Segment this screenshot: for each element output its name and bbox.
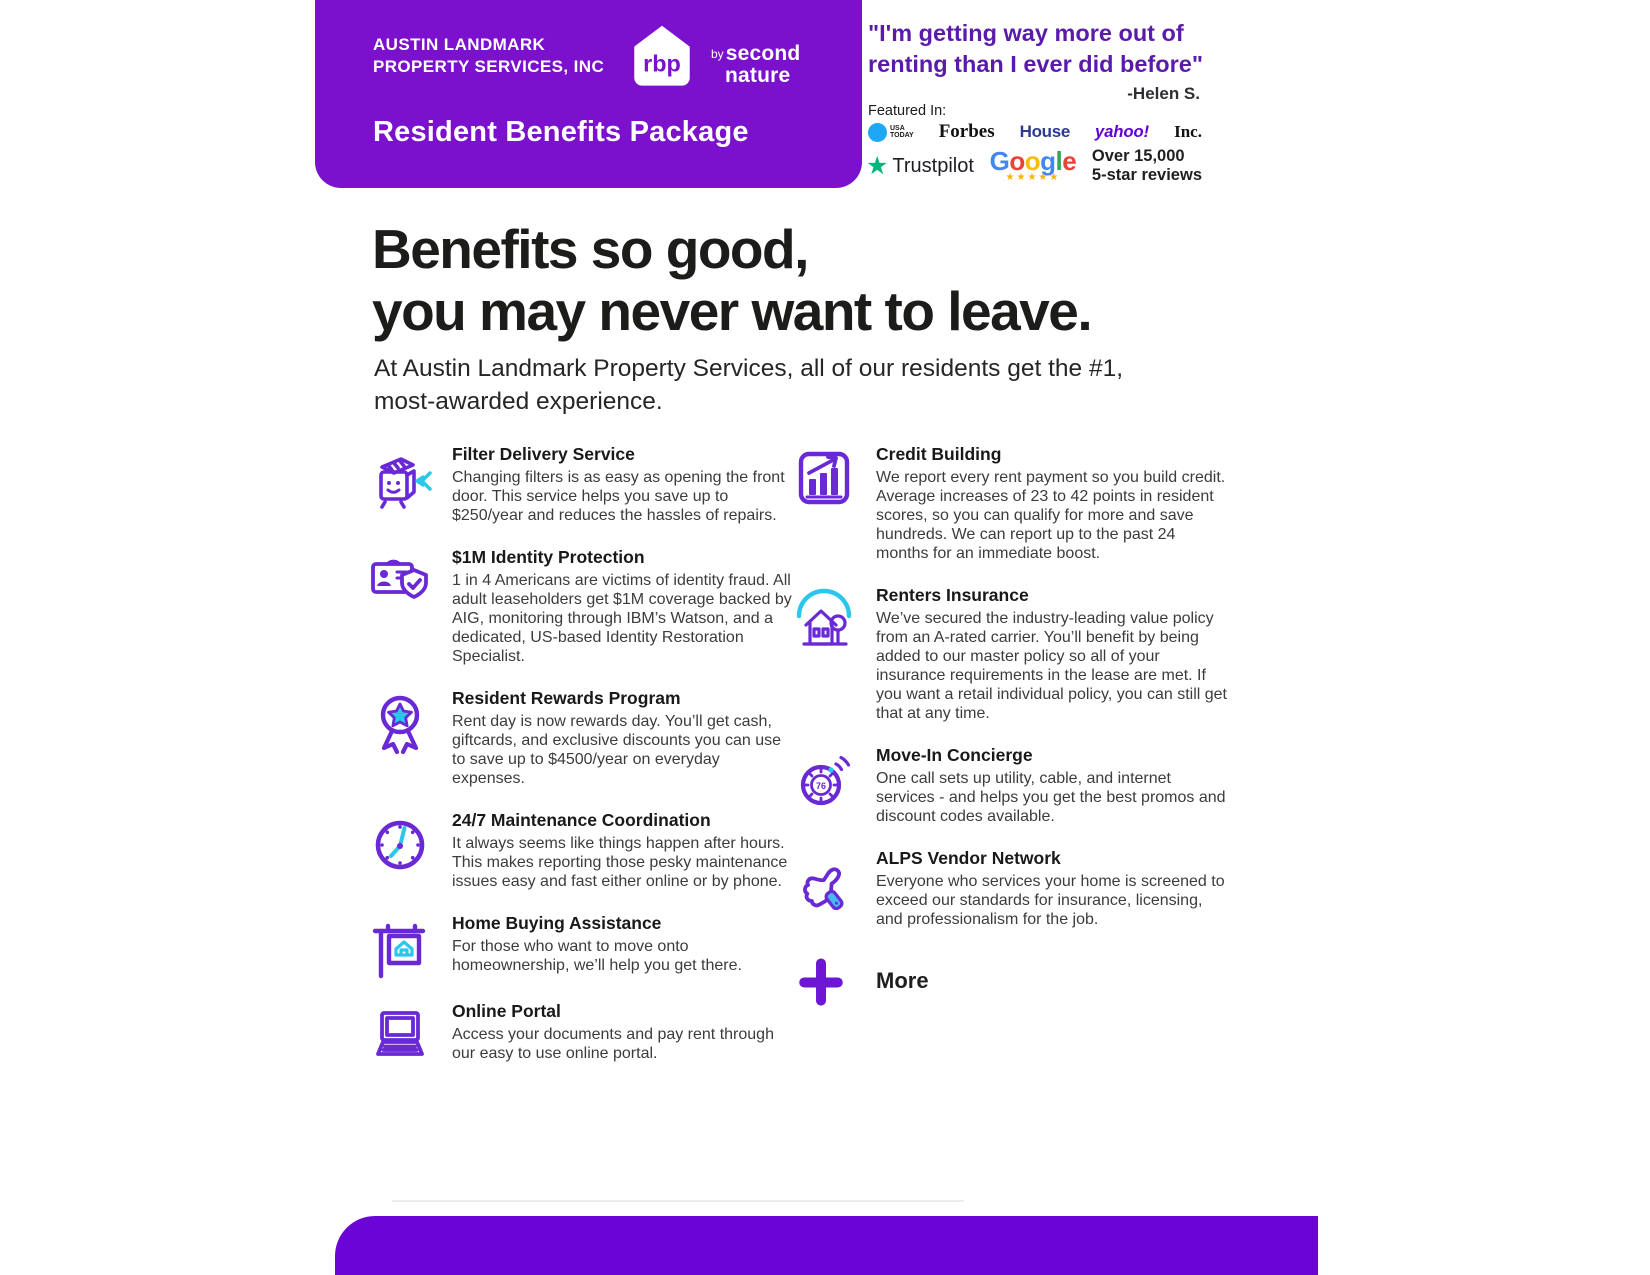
plus-icon bbox=[792, 951, 864, 1011]
page-subtitle: At Austin Landmark Property Services, all of our residents get the #1, most-awarded experience. bbox=[374, 355, 1123, 415]
benefit-title: Move-In Concierge bbox=[876, 745, 1033, 765]
more-label: More bbox=[876, 968, 929, 993]
meter-number: 76 bbox=[815, 781, 827, 791]
google-wordmark: Google bbox=[989, 146, 1077, 176]
benefit-body: Rent day is now rewards day. You’ll get cash, giftcards, and exclusive discounts you can use to save up to $4500/year on everyday expenses. bbox=[452, 713, 782, 787]
quote-line1: "I'm getting way more out of bbox=[868, 20, 1184, 46]
bar-chart-growth-icon bbox=[792, 444, 864, 563]
benefit-body: Changing filters is as easy as opening the front door. This service helps you save up to $250/year and reduces the hassles of repairs. bbox=[452, 469, 785, 524]
review-count-summary: Over 15,000 5-star reviews bbox=[1091, 147, 1202, 184]
benefit-title: Renters Insurance bbox=[876, 585, 1029, 605]
laptop-icon bbox=[368, 1001, 440, 1067]
inc-logo: Inc. bbox=[1174, 122, 1202, 141]
footer-banner bbox=[335, 1216, 1318, 1275]
benefit-title: $1M Identity Protection bbox=[452, 547, 645, 567]
benefit-filter-delivery bbox=[368, 444, 792, 525]
benefit-title: Filter Delivery Service bbox=[452, 444, 635, 464]
benefits-column-left bbox=[368, 444, 792, 1089]
quote-line2: renting than I ever did before" bbox=[868, 51, 1203, 77]
forbes-logo: Forbes bbox=[938, 121, 995, 142]
featured-logo-row bbox=[868, 118, 1202, 146]
brand-line1: second bbox=[725, 42, 801, 65]
yard-sign-icon bbox=[368, 913, 440, 979]
quote-attribution: -Helen S. bbox=[1127, 84, 1200, 103]
benefit-title: 24/7 Maintenance Coordination bbox=[452, 810, 711, 830]
benefit-move-in-concierge bbox=[792, 745, 1228, 826]
filter-box-character-icon bbox=[368, 444, 440, 525]
usa-today-logo bbox=[868, 123, 914, 142]
featured-in-label: Featured In: bbox=[868, 103, 947, 119]
benefit-body: It always seems like things happen after hours. This makes reporting those pesky maintenance issues easy and fast either online or by phone. bbox=[452, 835, 788, 890]
benefit-renters-insurance bbox=[792, 585, 1228, 723]
rbp-logo-text: rbp bbox=[643, 50, 681, 77]
testimonial-quote bbox=[868, 18, 1218, 80]
yahoo-logo: yahoo! bbox=[1095, 122, 1150, 141]
benefit-title: Resident Rewards Program bbox=[452, 688, 681, 708]
brand-line2: nature bbox=[725, 64, 791, 87]
trustpilot-text: Trustpilot bbox=[892, 154, 974, 177]
usa-today-circle-icon bbox=[868, 123, 887, 142]
benefits-column-right bbox=[792, 444, 1228, 1011]
benefit-identity-protection bbox=[368, 547, 792, 666]
benefit-maintenance bbox=[368, 810, 792, 891]
benefit-credit-building bbox=[792, 444, 1228, 563]
award-ribbon-icon bbox=[368, 688, 440, 788]
header-banner bbox=[315, 0, 862, 188]
benefit-body: Access your documents and pay rent through our easy to use online portal. bbox=[452, 1026, 774, 1062]
house-logo: House bbox=[1019, 122, 1071, 141]
benefit-body: Everyone who services your home is screened to exceed our standards for insurance, licensing, and professionalism for the job. bbox=[876, 873, 1225, 928]
company-name bbox=[373, 34, 604, 78]
benefit-body: We report every rent payment so you build credit. Average increases of 23 to 42 points in resident scores, so you can qualify for more and save hundreds. We can report up to the past 24 months for an immediate boost. bbox=[876, 469, 1226, 562]
company-name-line2: PROPERTY SERVICES, INC bbox=[373, 57, 605, 76]
package-title: Resident Benefits Package bbox=[373, 116, 749, 148]
benefit-title: Online Portal bbox=[452, 1001, 561, 1021]
benefit-home-buying bbox=[368, 913, 792, 979]
benefit-body: 1 in 4 Americans are victims of identity fraud. All adult leaseholders get $1M coverage backed by AIG, monitoring through IBM’s Watson, and a dedicated, US-based Identity Restoration Specialist. bbox=[452, 572, 792, 665]
utility-meter-icon bbox=[792, 745, 864, 826]
benefit-body: One call sets up utility, cable, and internet services - and helps you get the best promos and discount codes available. bbox=[876, 770, 1226, 825]
usa-today-text: USA TODAY bbox=[890, 125, 914, 139]
reviews-row bbox=[866, 147, 1202, 185]
thumbs-up-icon bbox=[792, 848, 864, 929]
footer-divider bbox=[392, 1200, 964, 1202]
page-title-line1: Benefits so good, bbox=[372, 218, 808, 280]
benefit-body: For those who want to move onto homeownership, we’ll help you get there. bbox=[452, 938, 742, 974]
benefit-title: ALPS Vendor Network bbox=[876, 848, 1061, 868]
rbp-logo-icon bbox=[623, 18, 701, 96]
benefit-alps-vendor-network bbox=[792, 848, 1228, 929]
benefit-body: We’ve secured the industry-leading value policy from an A-rated carrier. You’ll benefit by being added to our master policy so all of your insurance requirements in the lease are met. If you want a retail individual policy, you can still get that at any time. bbox=[876, 610, 1227, 722]
page-title-line2: you may never want to leave. bbox=[372, 280, 1092, 342]
second-nature-wordmark bbox=[711, 44, 800, 88]
trustpilot-logo bbox=[866, 151, 974, 180]
id-card-shield-icon bbox=[368, 547, 440, 666]
insured-house-icon bbox=[792, 585, 864, 723]
more-benefits bbox=[792, 951, 1228, 1011]
clock-icon bbox=[368, 810, 440, 891]
company-name-line1: AUSTIN LANDMARK bbox=[373, 35, 546, 54]
benefit-resident-rewards bbox=[368, 688, 792, 788]
page-title bbox=[372, 218, 1091, 342]
benefit-title: Home Buying Assistance bbox=[452, 913, 662, 933]
brand-by: by bbox=[711, 47, 724, 61]
google-stars-icon: ★★★★★ bbox=[1005, 172, 1061, 183]
benefit-title: Credit Building bbox=[876, 444, 1002, 464]
benefit-online-portal bbox=[368, 1001, 792, 1067]
google-logo bbox=[989, 146, 1077, 183]
trustpilot-star-icon: ★ bbox=[866, 151, 889, 180]
